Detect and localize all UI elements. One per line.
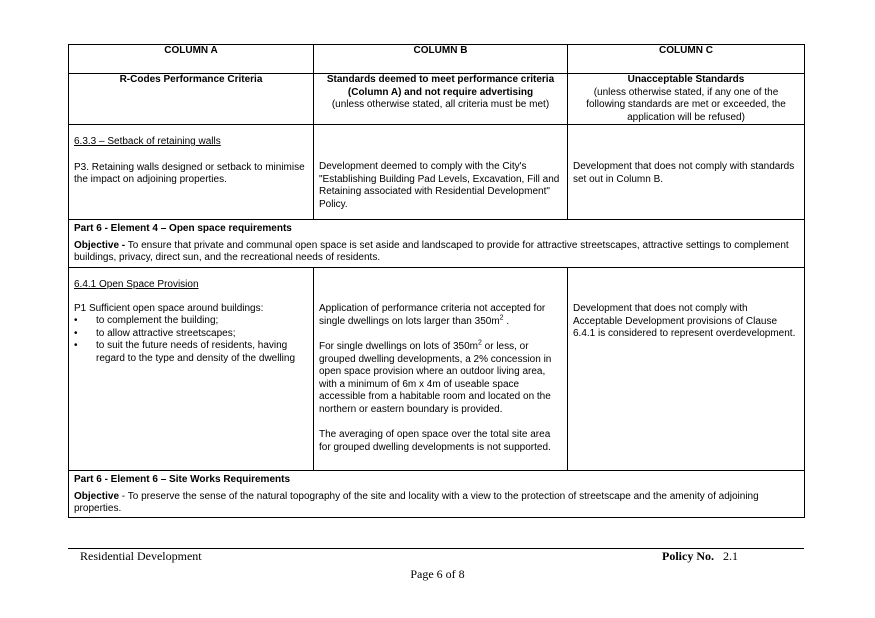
part-element-4-objective <box>74 240 799 265</box>
part-element-6-objective <box>74 491 799 516</box>
column-a-header: COLUMN A <box>69 45 314 74</box>
open-space-standard-p1: Application of performance criteria not accepted for single dwellings on lots larger than $350m^2$ . <box>319 303 546 327</box>
open-space-standard-p3: The averaging of open space over the total site area for grouped dwelling developments is not supported. <box>319 429 551 453</box>
open-space-standard-p2: For single dwellings on lots of $350m^2$ or less, or grouped dwelling developments, a 2% concession in open space provision where an outdoor living area, with a minimum of 6m x 4m of useable space accessible from a habitable room and located on the northern or eastern boundary is provided. <box>319 339 552 415</box>
retaining-walls-performance: P3. Retaining walls designed or setback to minimise the impact on adjoining properties. <box>74 161 305 185</box>
table-subheader-row <box>69 74 805 125</box>
open-space-intro: P1 Sufficient open space around buildings: <box>74 302 264 314</box>
footer-policy-number: Policy No. 2.1 <box>662 549 738 563</box>
objective-text: To ensure that private and communal open space is set aside and landscaped to provide for attractive streetscapes, attractive settings to complement buildings, privacy, direct sun, and the recreational needs of residents. <box>74 239 789 263</box>
bullet-icon: • <box>74 315 78 326</box>
column-b-header: COLUMN B <box>314 45 568 74</box>
column-b-subheader <box>314 74 568 125</box>
column-b-subheader-note: (unless otherwise stated, all criteria must be met) <box>331 99 550 110</box>
part-element-6-cell <box>69 471 805 518</box>
list-item: • to suit the future needs of residents, having regard to the type and density of the dwelling <box>74 340 296 364</box>
objective-label: Objective - <box>74 239 126 251</box>
retaining-walls-unacceptable <box>568 125 805 220</box>
criteria-table <box>68 44 805 518</box>
open-space-criteria <box>69 268 314 471</box>
bullet-icon: • <box>74 340 78 351</box>
retaining-walls-heading: 6.3.3 – Setback of retaining walls <box>74 136 221 147</box>
open-space-unacceptable <box>568 268 805 471</box>
table-row-open-space <box>69 268 805 471</box>
table-row-part-element-4 <box>69 220 805 268</box>
column-c-subheader-title: Unacceptable Standards <box>627 74 745 85</box>
footer-document-title: Residential Development <box>80 549 202 563</box>
open-space-heading: 6.4.1 Open Space Provision <box>74 279 199 290</box>
column-c-header: COLUMN C <box>568 45 805 74</box>
part-element-6-title: Part 6 - Element 6 – Site Works Requirements <box>74 474 291 485</box>
part-element-4-cell <box>69 220 805 268</box>
list-item: • to complement the building; <box>74 315 219 326</box>
retaining-walls-standard <box>314 125 568 220</box>
table-row-part-element-6 <box>69 471 805 518</box>
part-element-4-title: Part 6 - Element 4 – Open space requirements <box>74 223 292 234</box>
column-b-subheader-title: Standards deemed to meet performance criteria (Column A) and not require advertising <box>326 74 555 98</box>
table-header-row <box>69 45 805 74</box>
objective-text: - To preserve the sense of the natural topography of the site and locality with a view to the protection of streetscape and the amenity of adjoining properties. <box>74 490 759 514</box>
retaining-walls-criteria <box>69 125 314 220</box>
open-space-unacceptable-text: Development that does not comply with Acceptable Development provisions of Clause 6.4.1 is considered to represent overdevelopment. <box>573 303 796 339</box>
objective-label: Objective <box>74 490 120 502</box>
table-row-retaining-walls <box>69 125 805 220</box>
bullet-icon: • <box>74 327 78 339</box>
retaining-walls-standard-text: Development deemed to comply with the City's "Establishing Building Pad Levels, Excavation, Fill and Retaining associated with Residential Development" Policy. <box>319 161 560 210</box>
page-number: Page 6 of 8 <box>410 567 465 581</box>
open-space-standard <box>314 268 568 471</box>
column-c-subheader-note: (unless otherwise stated, if any one of the following standards are met or exceeded, the application will be refused) <box>586 86 786 123</box>
retaining-walls-unacceptable-text: Development that does not comply with standards set out in Column B. <box>573 161 795 185</box>
column-a-subheader: R-Codes Performance Criteria <box>69 74 314 125</box>
column-c-subheader <box>568 74 805 125</box>
list-item: • to allow attractive streetscapes; <box>74 327 236 339</box>
open-space-bullet-list <box>74 315 308 365</box>
